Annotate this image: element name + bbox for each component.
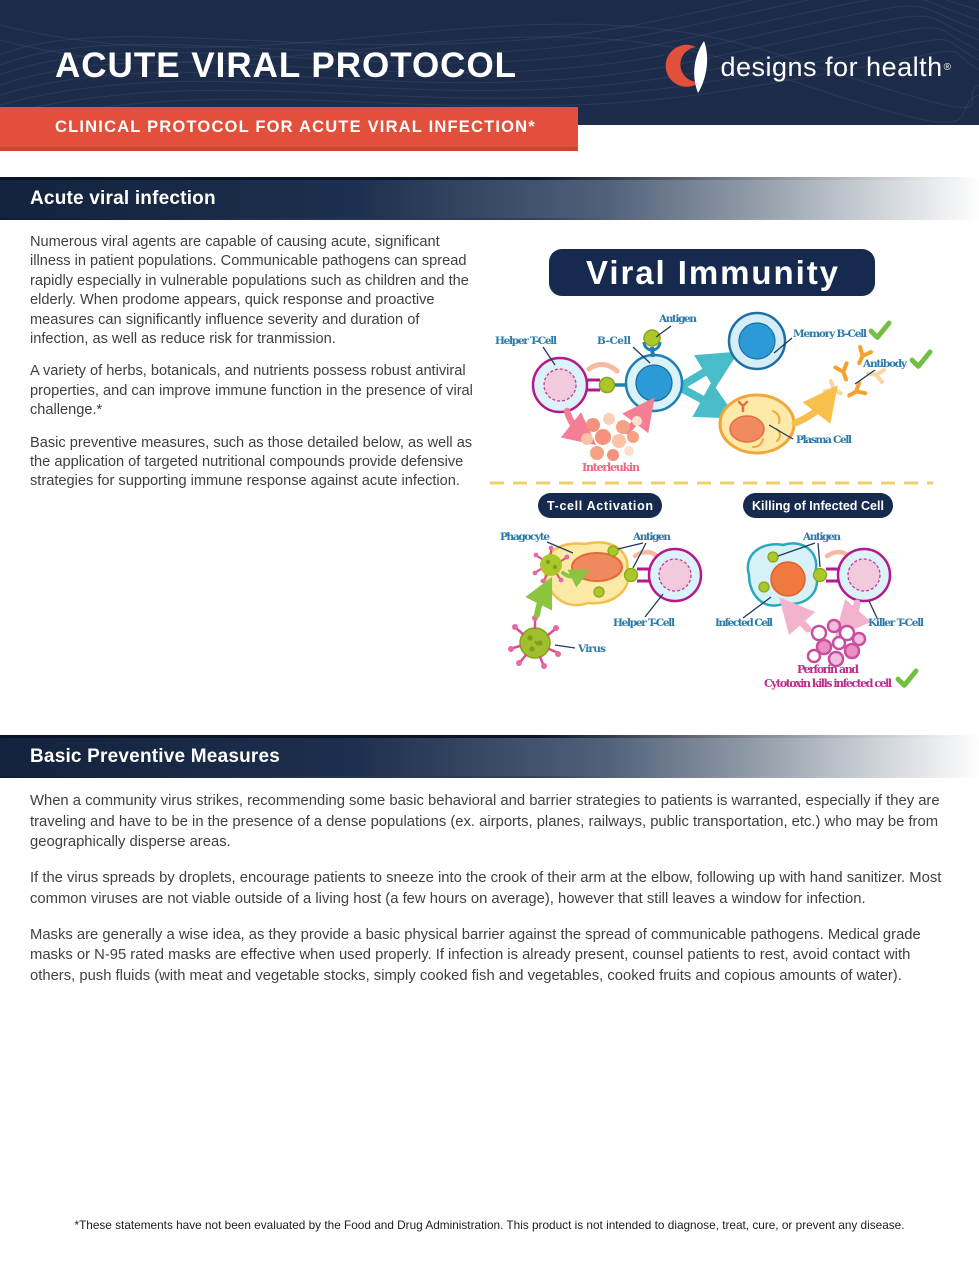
antibody-cluster-illustration bbox=[825, 347, 884, 401]
interleukin-label: Interleukin bbox=[582, 461, 640, 474]
perforin-label-line1: Perforin and bbox=[797, 663, 859, 676]
section-heading-text: Acute viral infection bbox=[30, 188, 216, 209]
infected-cell-illustration bbox=[748, 543, 817, 605]
memory-b-cell-illustration bbox=[729, 313, 785, 369]
infected-cell-label: Infected Cell bbox=[715, 617, 773, 629]
paragraph: Masks are generally a wise idea, as they provide a basic physical barrier against the spread of communicable pathogens. Medical grade masks or N-95 rated masks are effective when used properly. If infection is already present, counsel patients to rest, avoid contact with others, push fluids (with meat and vegetable stocks, simply cooked fish and vegetables, cooked fruits and copious amounts of water). bbox=[30, 926, 921, 984]
b-cell-illustration bbox=[626, 342, 682, 411]
arrow-virus-to-phagocyte bbox=[537, 593, 544, 615]
fda-disclaimer: *These statements have not been evaluated by the Food and Drug Administration. This product is not intended to diagnose, treat, cure, or prevent any disease. bbox=[74, 1218, 905, 1232]
memory-b-cell-label: Memory B-Cell bbox=[793, 328, 867, 340]
section-heading-text: Basic Preventive Measures bbox=[30, 746, 281, 767]
registered-mark: ® bbox=[943, 61, 951, 73]
checkmark-icon bbox=[871, 323, 889, 337]
checkmark-icon bbox=[912, 352, 930, 366]
arrow-to-plasma-cell bbox=[683, 389, 716, 407]
section-header-basic-preventive-measures bbox=[0, 738, 979, 776]
brand-logo-text: designs for health bbox=[720, 51, 943, 82]
viral-immunity-diagram bbox=[485, 243, 975, 703]
phagocyte-illustration bbox=[533, 542, 628, 605]
section-header-acute-viral-infection bbox=[0, 180, 979, 218]
antigen-dot bbox=[600, 378, 615, 393]
antigen-dot bbox=[814, 569, 827, 582]
paragraph: Numerous viral agents are capable of causing acute, significant illness in patient populations. Communicable pathogens can spread rapidly especially in vulnerable populations such as children and the elderly. When prodome appears, quick response and proactive measures can significantly influence severity and duration of infection, as well as reduce risk for tranmission. bbox=[30, 234, 469, 348]
paragraph: Basic preventive measures, such as those detailed below, as well as the application of targeted nutritional compounds provide defensive strategies for supporting immune response against acute infection. bbox=[30, 434, 473, 490]
helper-t-cell-label: Helper T-Cell bbox=[613, 617, 675, 629]
checkmark-icon bbox=[898, 671, 916, 685]
antigen-dot bbox=[644, 330, 660, 346]
arrow-killer-t-to-perforin bbox=[849, 603, 857, 621]
protocol-ribbon-text: CLINICAL PROTOCOL FOR ACUTE VIRAL INFECTION* bbox=[55, 117, 536, 136]
preventive-section-body bbox=[30, 791, 948, 1002]
t-cell-receptor bbox=[587, 380, 600, 390]
helper-t-cell-illustration bbox=[533, 358, 587, 412]
virus-label: Virus bbox=[578, 643, 606, 655]
brand-logo-icon bbox=[660, 40, 712, 94]
diagram-title: Viral Immunity bbox=[586, 254, 838, 291]
helper-t-cell-illustration bbox=[637, 549, 701, 601]
antigen-label: Antigen bbox=[659, 313, 697, 325]
phagocyte-label: Phagocyte bbox=[500, 531, 550, 543]
antibody-label: Antibody bbox=[863, 358, 907, 370]
killer-t-cell-label: Killer T-Cell bbox=[868, 617, 924, 629]
antigen-dot bbox=[625, 569, 638, 582]
killing-infected-cell-title: Killing of Infected Cell bbox=[752, 499, 884, 513]
protocol-ribbon bbox=[0, 107, 578, 151]
cytokine-arc bbox=[635, 552, 657, 556]
cytokine-arc bbox=[589, 364, 617, 371]
arrow-to-memory-b-cell bbox=[683, 364, 718, 385]
arrow-helper-to-interleukin bbox=[567, 411, 581, 433]
paragraph: A variety of herbs, botanicals, and nutrients possess robust antiviral properties, and can improve immune function in the presence of viral challenge.* bbox=[30, 363, 473, 419]
killer-t-cell-illustration bbox=[826, 549, 890, 601]
t-cell-activation-title: T-cell Activation bbox=[547, 499, 653, 513]
helper-t-cell-label: Helper T-Cell bbox=[495, 335, 557, 347]
interleukin-dots bbox=[581, 413, 642, 461]
virus-illustration bbox=[508, 615, 561, 669]
b-cell-label: B-Cell bbox=[597, 335, 631, 347]
plasma-cell-illustration bbox=[720, 395, 794, 453]
brand-logo bbox=[660, 40, 951, 94]
plasma-cell-label: Plasma Cell bbox=[796, 434, 852, 446]
arrow-plasma-to-antibody bbox=[795, 402, 825, 423]
perforin-granules bbox=[808, 620, 865, 666]
arrow-perforin-to-infected-cell bbox=[793, 613, 808, 629]
page-title: ACUTE VIRAL PROTOCOL bbox=[55, 46, 518, 85]
antigen-label: Antigen bbox=[803, 531, 841, 543]
perforin-label-line2: Cytotoxin kills infected cell bbox=[764, 677, 892, 690]
paragraph: If the virus spreads by droplets, encourage patients to sneeze into the crook of their arm at the elbow, following up with hand sanitizer. Most common viruses are not viable outside of a living host (a few hours on average), however that still leaves a window for infection. bbox=[30, 870, 942, 907]
paragraph: When a community virus strikes, recommending some basic behavioral and barrier strategies to patients is warranted, especially if they are traveling and have to be in the presence of a dense populations (ex. airports, planes, railways, public transportation, etc.) who may be from geographically disperse areas. bbox=[30, 793, 940, 851]
acute-section-body bbox=[30, 233, 480, 505]
antigen-label: Antigen bbox=[633, 531, 671, 543]
